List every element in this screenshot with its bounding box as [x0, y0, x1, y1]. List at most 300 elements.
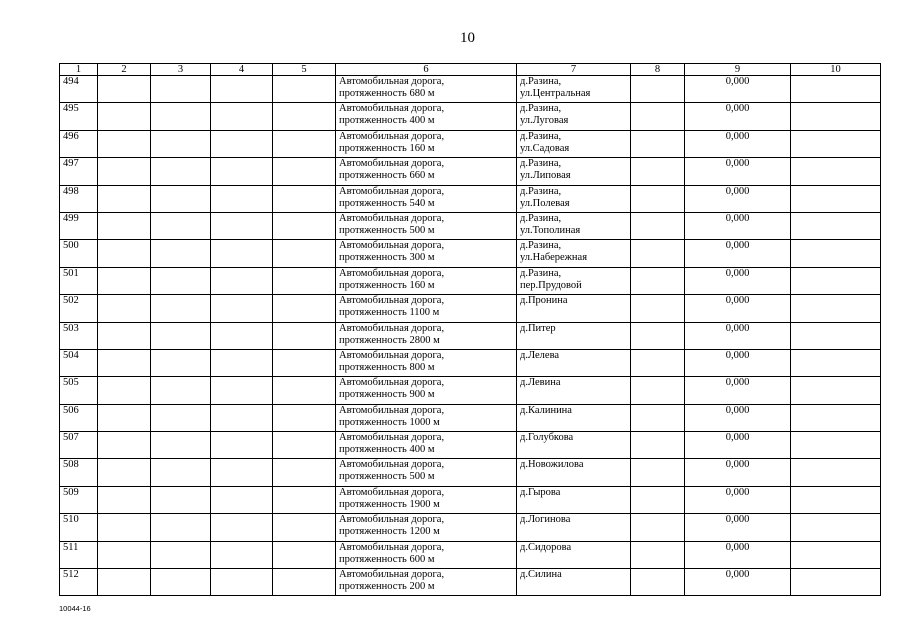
cell-location: [517, 541, 631, 568]
cell-empty: [791, 103, 881, 130]
cell-value: [685, 404, 791, 431]
cell-location: [517, 514, 631, 541]
cell-object-name: [336, 130, 517, 157]
cell-number-line: 508: [63, 459, 79, 471]
cell-empty: [151, 541, 211, 568]
cell-value-line: 0,000: [725, 404, 750, 416]
cell-object-name-line: Автомобильная дорога,: [339, 240, 445, 252]
cell-value: [685, 212, 791, 239]
cell-location-line: ул.Тополиная: [520, 224, 581, 236]
cell-empty: [98, 349, 151, 376]
page-number: 10: [460, 30, 475, 46]
cell-number: [60, 459, 98, 486]
cell-location-line: д.Новожилова: [520, 459, 584, 471]
cell-empty: [211, 486, 273, 513]
cell-empty: [631, 158, 685, 185]
cell-object-name-line: Автомобильная дорога,: [339, 459, 445, 471]
cell-object-name-line: Автомобильная дорога,: [339, 569, 445, 581]
cell-empty: [631, 267, 685, 294]
cell-object-name: [336, 404, 517, 431]
cell-number: [60, 158, 98, 185]
cell-object-name-line: протяженность 1200 м: [339, 526, 440, 538]
cell-empty: [273, 377, 336, 404]
table-row: [60, 130, 881, 157]
cell-number-line: 494: [63, 76, 79, 87]
cell-empty: [791, 267, 881, 294]
table-row: [60, 240, 881, 267]
cell-empty: [791, 486, 881, 513]
cell-value-line: 0,000: [725, 486, 750, 498]
cell-object-name: [336, 322, 517, 349]
column-header: 9: [685, 64, 791, 76]
cell-empty: [98, 432, 151, 459]
cell-empty: [791, 349, 881, 376]
cell-empty: [151, 349, 211, 376]
cell-value: [685, 349, 791, 376]
column-header: 6: [336, 64, 517, 76]
column-header: 3: [151, 64, 211, 76]
table-row: [60, 432, 881, 459]
cell-value: [685, 486, 791, 513]
cell-location-line: д.Лелева: [520, 349, 560, 361]
cell-value-line: 0,000: [725, 377, 750, 389]
cell-location: [517, 295, 631, 322]
cell-object-name: [336, 459, 517, 486]
cell-location-line: д.Силина: [520, 569, 562, 581]
cell-number-line: 498: [63, 185, 79, 197]
cell-location-line: д.Калинина: [520, 404, 572, 416]
cell-value: [685, 322, 791, 349]
cell-empty: [791, 404, 881, 431]
cell-object-name-line: протяженность 1000 м: [339, 416, 440, 428]
table-row: [60, 158, 881, 185]
cell-value-line: 0,000: [725, 349, 750, 361]
cell-number-line: 505: [63, 377, 79, 389]
cell-empty: [211, 212, 273, 239]
cell-empty: [211, 267, 273, 294]
cell-empty: [151, 130, 211, 157]
cell-empty: [791, 432, 881, 459]
cell-empty: [211, 185, 273, 212]
table-row: [60, 486, 881, 513]
cell-empty: [631, 130, 685, 157]
cell-object-name-line: протяженность 400 м: [339, 444, 435, 456]
cell-location: [517, 267, 631, 294]
table-row: [60, 514, 881, 541]
cell-location: [517, 569, 631, 596]
cell-value-line: 0,000: [725, 158, 750, 170]
cell-empty: [151, 158, 211, 185]
cell-empty: [98, 295, 151, 322]
cell-empty: [98, 103, 151, 130]
cell-empty: [98, 212, 151, 239]
document-code: 10044-16: [59, 604, 91, 613]
cell-location-line: д.Разина,: [520, 212, 562, 224]
cell-value: [685, 240, 791, 267]
cell-empty: [98, 569, 151, 596]
cell-object-name-line: Автомобильная дорога,: [339, 212, 445, 224]
cell-object-name: [336, 569, 517, 596]
cell-number-line: 512: [63, 569, 79, 581]
cell-number: [60, 541, 98, 568]
cell-location-line: ул.Полевая: [520, 197, 570, 209]
cell-empty: [98, 267, 151, 294]
cell-number: [60, 76, 98, 103]
cell-number-line: 511: [63, 541, 79, 553]
cell-empty: [151, 404, 211, 431]
cell-location-line: д.Разина,: [520, 103, 562, 115]
cell-empty: [273, 212, 336, 239]
cell-empty: [98, 76, 151, 103]
cell-location-line: ул.Луговая: [520, 115, 569, 127]
cell-empty: [273, 76, 336, 103]
cell-value-line: 0,000: [725, 322, 750, 334]
cell-number: [60, 295, 98, 322]
cell-number-line: 502: [63, 295, 79, 307]
cell-number-line: 503: [63, 322, 79, 334]
cell-number: [60, 130, 98, 157]
cell-object-name-line: Автомобильная дорога,: [339, 541, 445, 553]
cell-empty: [273, 404, 336, 431]
cell-empty: [151, 185, 211, 212]
cell-empty: [98, 158, 151, 185]
cell-empty: [211, 541, 273, 568]
cell-value-line: 0,000: [725, 240, 750, 252]
column-header: 1: [60, 64, 98, 76]
cell-object-name: [336, 486, 517, 513]
cell-empty: [151, 295, 211, 322]
cell-object-name-line: Автомобильная дорога,: [339, 76, 445, 87]
cell-object-name-line: протяженность 160 м: [339, 142, 435, 154]
table-row: [60, 404, 881, 431]
column-header: 5: [273, 64, 336, 76]
cell-empty: [151, 267, 211, 294]
cell-object-name-line: Автомобильная дорога,: [339, 185, 445, 197]
cell-empty: [631, 569, 685, 596]
cell-location-line: пер.Прудовой: [520, 279, 582, 291]
table-row: [60, 76, 881, 103]
cell-object-name-line: Автомобильная дорога,: [339, 267, 445, 279]
cell-object-name: [336, 76, 517, 103]
table-body: [60, 76, 881, 596]
cell-location: [517, 76, 631, 103]
cell-empty: [98, 404, 151, 431]
cell-location-line: д.Левина: [520, 377, 561, 389]
cell-empty: [211, 514, 273, 541]
cell-location-line: д.Логинова: [520, 514, 571, 526]
cell-location-line: д.Разина,: [520, 240, 562, 252]
cell-empty: [211, 459, 273, 486]
cell-location-line: ул.Липовая: [520, 170, 571, 182]
cell-number-line: 507: [63, 432, 79, 444]
cell-number-line: 495: [63, 103, 79, 115]
cell-empty: [98, 185, 151, 212]
cell-empty: [211, 76, 273, 103]
cell-location-line: д.Разина,: [520, 158, 562, 170]
table-row: [60, 185, 881, 212]
cell-number: [60, 432, 98, 459]
cell-object-name-line: протяженность 300 м: [339, 252, 435, 264]
cell-empty: [98, 130, 151, 157]
cell-empty: [631, 212, 685, 239]
cell-empty: [98, 322, 151, 349]
table-row: [60, 267, 881, 294]
cell-object-name-line: протяженность 500 м: [339, 224, 435, 236]
cell-object-name-line: протяженность 600 м: [339, 553, 435, 565]
cell-value: [685, 103, 791, 130]
cell-empty: [273, 130, 336, 157]
cell-object-name-line: Автомобильная дорога,: [339, 514, 445, 526]
cell-empty: [791, 158, 881, 185]
cell-value: [685, 459, 791, 486]
cell-object-name-line: Автомобильная дорога,: [339, 103, 445, 115]
cell-value: [685, 295, 791, 322]
cell-empty: [211, 322, 273, 349]
cell-location-line: д.Гырова: [520, 486, 561, 498]
column-header: 7: [517, 64, 631, 76]
cell-empty: [211, 130, 273, 157]
cell-empty: [631, 514, 685, 541]
cell-empty: [791, 322, 881, 349]
cell-number: [60, 185, 98, 212]
cell-location: [517, 130, 631, 157]
cell-empty: [273, 459, 336, 486]
cell-number: [60, 486, 98, 513]
cell-value-line: 0,000: [725, 212, 750, 224]
cell-object-name-line: протяженность 500 м: [339, 471, 435, 483]
cell-location: [517, 377, 631, 404]
cell-empty: [631, 240, 685, 267]
cell-empty: [151, 486, 211, 513]
cell-empty: [211, 404, 273, 431]
cell-location-line: ул.Набережная: [520, 252, 588, 264]
cell-object-name-line: протяженность 1900 м: [339, 498, 440, 510]
cell-number: [60, 349, 98, 376]
cell-object-name-line: Автомобильная дорога,: [339, 404, 445, 416]
cell-object-name-line: протяженность 160 м: [339, 279, 435, 291]
cell-number-line: 496: [63, 130, 79, 142]
cell-empty: [791, 514, 881, 541]
cell-value-line: 0,000: [725, 103, 750, 115]
cell-empty: [273, 514, 336, 541]
cell-empty: [791, 295, 881, 322]
cell-value: [685, 76, 791, 103]
cell-empty: [791, 377, 881, 404]
cell-location: [517, 240, 631, 267]
cell-object-name: [336, 349, 517, 376]
cell-location-line: д.Сидорова: [520, 541, 572, 553]
cell-empty: [791, 212, 881, 239]
cell-empty: [791, 76, 881, 103]
cell-location-line: ул.Садовая: [520, 142, 570, 154]
cell-object-name-line: Автомобильная дорога,: [339, 486, 445, 498]
cell-empty: [273, 267, 336, 294]
cell-empty: [273, 185, 336, 212]
cell-value: [685, 130, 791, 157]
cell-empty: [631, 349, 685, 376]
cell-location: [517, 404, 631, 431]
cell-object-name: [336, 103, 517, 130]
cell-location-line: д.Пронина: [520, 295, 568, 307]
cell-empty: [791, 185, 881, 212]
cell-empty: [211, 158, 273, 185]
cell-object-name: [336, 212, 517, 239]
cell-empty: [631, 404, 685, 431]
cell-location-line: д.Разина,: [520, 76, 562, 87]
column-header: 2: [98, 64, 151, 76]
cell-empty: [211, 103, 273, 130]
cell-location: [517, 432, 631, 459]
cell-empty: [151, 240, 211, 267]
cell-number: [60, 569, 98, 596]
table-row: [60, 295, 881, 322]
cell-location-line: д.Разина,: [520, 185, 562, 197]
cell-empty: [151, 459, 211, 486]
cell-value-line: 0,000: [725, 130, 750, 142]
cell-object-name: [336, 158, 517, 185]
cell-value-line: 0,000: [725, 295, 750, 307]
column-header: 8: [631, 64, 685, 76]
cell-empty: [273, 349, 336, 376]
cell-location: [517, 486, 631, 513]
cell-object-name-line: протяженность 1100 м: [339, 307, 440, 319]
cell-empty: [791, 569, 881, 596]
table-row: [60, 212, 881, 239]
table-row: [60, 459, 881, 486]
cell-object-name-line: протяженность 200 м: [339, 581, 435, 593]
cell-object-name-line: протяженность 540 м: [339, 197, 435, 209]
cell-empty: [273, 432, 336, 459]
table-row: [60, 569, 881, 596]
column-header: 4: [211, 64, 273, 76]
cell-empty: [98, 486, 151, 513]
cell-empty: [151, 514, 211, 541]
cell-object-name-line: Автомобильная дорога,: [339, 377, 445, 389]
cell-number: [60, 377, 98, 404]
cell-object-name-line: Автомобильная дорога,: [339, 322, 445, 334]
cell-empty: [791, 130, 881, 157]
cell-value-line: 0,000: [725, 514, 750, 526]
cell-empty: [273, 295, 336, 322]
cell-value: [685, 377, 791, 404]
cell-number-line: 497: [63, 158, 79, 170]
cell-location-line: д.Разина,: [520, 267, 562, 279]
column-header: 10: [791, 64, 881, 76]
cell-number: [60, 404, 98, 431]
cell-empty: [273, 158, 336, 185]
cell-empty: [151, 103, 211, 130]
cell-location: [517, 459, 631, 486]
cell-location-line: д.Голубкова: [520, 432, 574, 444]
cell-object-name-line: протяженность 680 м: [339, 88, 435, 99]
cell-empty: [791, 459, 881, 486]
cell-object-name: [336, 377, 517, 404]
cell-location-line: ул.Центральная: [520, 88, 591, 99]
cell-object-name-line: Автомобильная дорога,: [339, 432, 445, 444]
cell-value-line: 0,000: [725, 432, 750, 444]
cell-empty: [273, 569, 336, 596]
table-row: [60, 377, 881, 404]
cell-empty: [631, 103, 685, 130]
cell-empty: [631, 486, 685, 513]
cell-empty: [631, 185, 685, 212]
cell-empty: [211, 432, 273, 459]
cell-object-name-line: протяженность 800 м: [339, 361, 435, 373]
cell-empty: [273, 541, 336, 568]
cell-empty: [631, 432, 685, 459]
cell-location-line: д.Разина,: [520, 130, 562, 142]
cell-empty: [98, 541, 151, 568]
cell-empty: [211, 377, 273, 404]
cell-value: [685, 158, 791, 185]
cell-empty: [211, 240, 273, 267]
cell-value-line: 0,000: [725, 541, 750, 553]
cell-number: [60, 240, 98, 267]
cell-object-name: [336, 295, 517, 322]
cell-value-line: 0,000: [725, 569, 750, 581]
cell-number: [60, 514, 98, 541]
cell-number: [60, 212, 98, 239]
cell-value-line: 0,000: [725, 459, 750, 471]
cell-empty: [791, 541, 881, 568]
cell-empty: [631, 541, 685, 568]
cell-object-name-line: протяженность 400 м: [339, 115, 435, 127]
cell-empty: [631, 377, 685, 404]
cell-empty: [98, 514, 151, 541]
cell-object-name: [336, 267, 517, 294]
cell-empty: [211, 569, 273, 596]
cell-object-name-line: Автомобильная дорога,: [339, 158, 445, 170]
cell-empty: [151, 432, 211, 459]
cell-empty: [211, 349, 273, 376]
cell-empty: [273, 103, 336, 130]
cell-object-name-line: протяженность 660 м: [339, 170, 435, 182]
cell-object-name: [336, 514, 517, 541]
cell-value: [685, 514, 791, 541]
cell-empty: [98, 240, 151, 267]
cell-value: [685, 432, 791, 459]
cell-value: [685, 541, 791, 568]
cell-location: [517, 212, 631, 239]
cell-number-line: 500: [63, 240, 79, 252]
table-row: [60, 349, 881, 376]
cell-number: [60, 267, 98, 294]
cell-empty: [151, 322, 211, 349]
cell-number: [60, 322, 98, 349]
cell-empty: [631, 76, 685, 103]
cell-value: [685, 267, 791, 294]
cell-empty: [273, 240, 336, 267]
cell-value-line: 0,000: [725, 76, 750, 87]
cell-object-name: [336, 185, 517, 212]
table-header-row: [60, 64, 881, 76]
table-row: [60, 103, 881, 130]
cell-empty: [151, 377, 211, 404]
cell-object-name: [336, 240, 517, 267]
cell-empty: [631, 322, 685, 349]
cell-number: [60, 103, 98, 130]
cell-number-line: 499: [63, 212, 79, 224]
cell-number-line: 501: [63, 267, 79, 279]
cell-number-line: 509: [63, 486, 79, 498]
cell-location: [517, 158, 631, 185]
cell-location: [517, 322, 631, 349]
cell-value-line: 0,000: [725, 185, 750, 197]
cell-number-line: 510: [63, 514, 79, 526]
cell-location: [517, 185, 631, 212]
table-row: [60, 322, 881, 349]
cell-location: [517, 349, 631, 376]
